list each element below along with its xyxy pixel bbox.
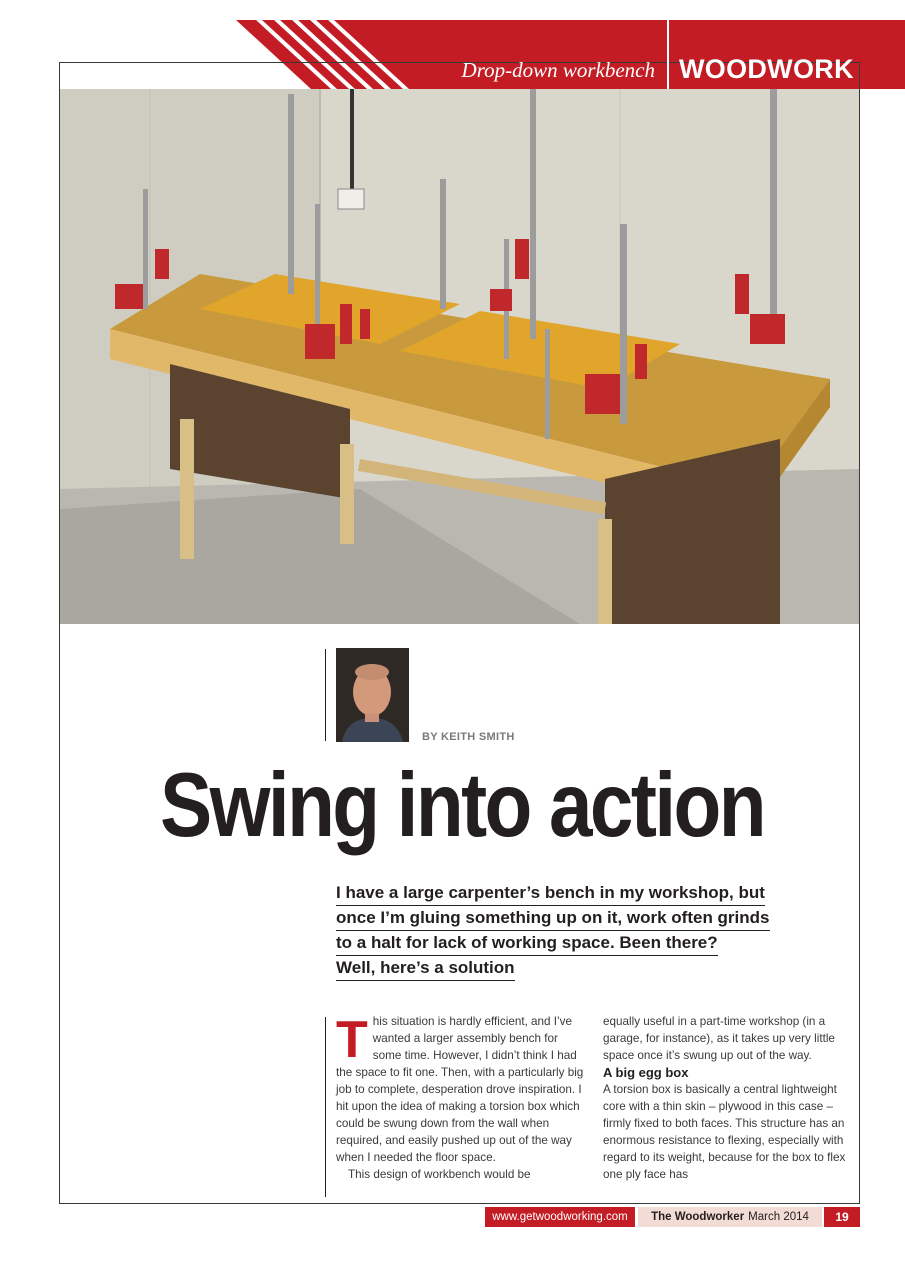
body-paragraph: equally useful in a part-time workshop (in a garage, for instance), as it takes up very little space once it’s swung up out of the way. xyxy=(603,1015,835,1062)
footer-url[interactable]: www.getwoodworking.com xyxy=(485,1207,635,1227)
magazine-name: The Woodworker xyxy=(651,1211,745,1223)
body-paragraph: This design of workbench would be xyxy=(348,1168,531,1181)
standfirst xyxy=(336,881,856,981)
subheading: A big egg box xyxy=(603,1065,689,1080)
standfirst-line: to a halt for lack of working space. Been there? xyxy=(336,931,718,956)
byline: BY KEITH SMITH xyxy=(422,731,515,743)
section-name: WOODWORK xyxy=(679,54,854,84)
header-divider xyxy=(667,20,669,89)
author-portrait xyxy=(336,648,409,742)
headline: Swing into action xyxy=(160,755,764,856)
author-portrait-icon xyxy=(336,648,409,742)
standfirst-line: I have a large carpenter’s bench in my workshop, but xyxy=(336,881,765,906)
column-rule xyxy=(325,1017,326,1197)
workbench-photo xyxy=(60,89,859,624)
issue-date: March 2014 xyxy=(748,1211,809,1223)
body-paragraph: his situation is hardly efficient, and I’ve wanted a larger assembly bench for some time. However, I didn’t think I had the space to fit one. Then, with a particularly big job to complete, desperation drove inspiration. I hit upon the idea of making a torsion box which could be swung down from the wall when required, and easily pushed up out of the way when I needed the floor space. xyxy=(336,1015,584,1164)
standfirst-line: once I’m gluing something up on it, work often grinds xyxy=(336,906,770,931)
body-column-2 xyxy=(603,1013,853,1183)
workbench-with-clamps-icon xyxy=(60,89,859,624)
page-number: 19 xyxy=(824,1207,860,1227)
body-paragraph: A torsion box is basically a central lightweight core with a thin skin – plywood in this case – firmly fixed to both faces. This structure has an enormous resistance to flexing, especially with regard to its weight, because for the box to flex one ply face has xyxy=(603,1083,846,1181)
dropcap: T xyxy=(336,1011,368,1069)
footer-magazine xyxy=(638,1207,822,1227)
body-column-1 xyxy=(336,1013,584,1183)
standfirst-line: Well, here’s a solution xyxy=(336,956,515,981)
article-title: Drop-down workbench xyxy=(461,58,655,82)
byline-rule xyxy=(325,649,326,741)
